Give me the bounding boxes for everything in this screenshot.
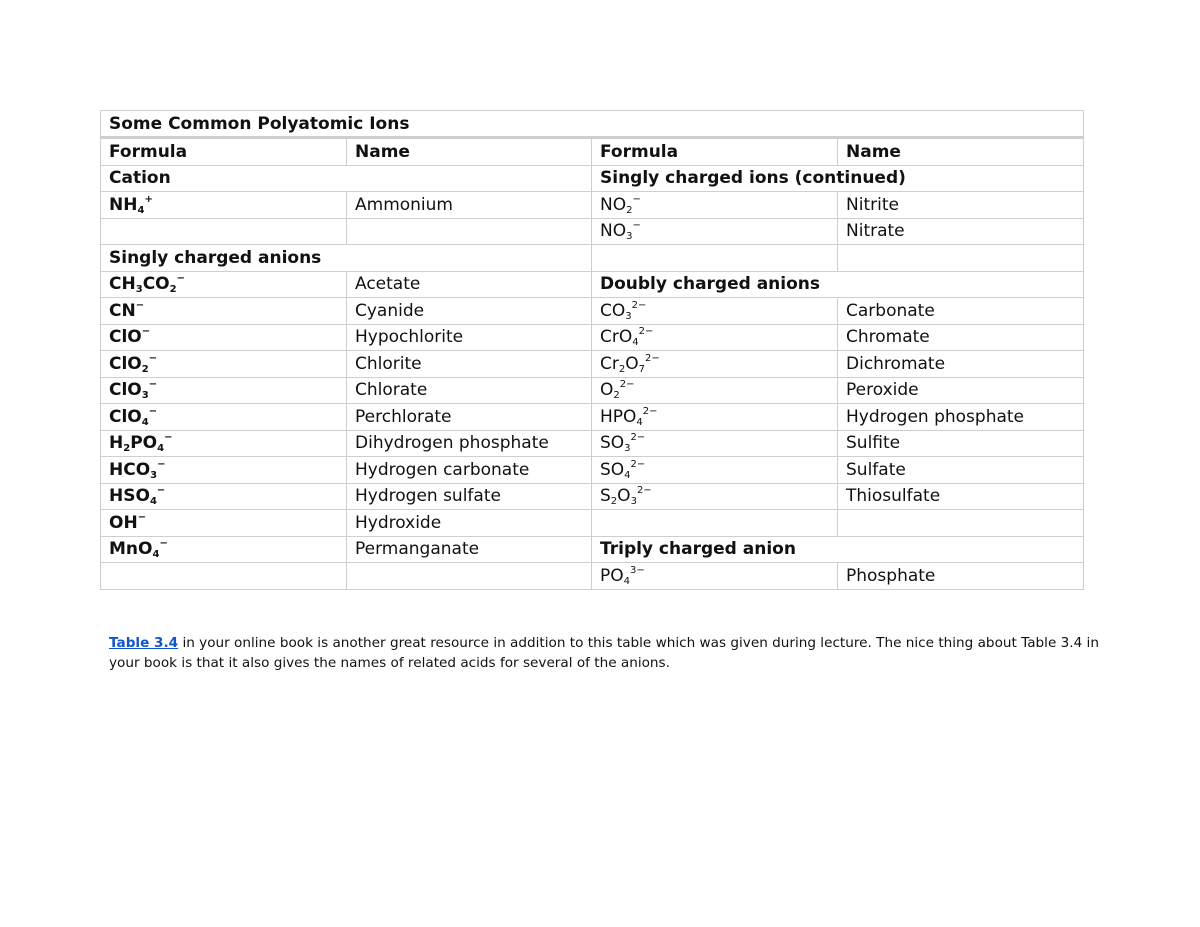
formula-cell	[592, 457, 838, 484]
table-row	[101, 298, 1084, 325]
formula-subscript: 2	[618, 363, 626, 375]
ion-name-cell: Chlorite	[347, 351, 592, 378]
formula-charge: 2−	[630, 458, 646, 470]
table-row	[101, 377, 1084, 404]
formula-subscript: 2	[626, 204, 633, 216]
formula-subscript: 4	[636, 416, 643, 428]
formula-subscript: 4	[624, 469, 631, 481]
formula-cell	[592, 218, 838, 245]
formula-symbol: ClO	[109, 406, 142, 427]
formula-subscript: 3	[135, 284, 143, 296]
column-header-formula: Formula	[101, 138, 347, 166]
formula-subscript: 7	[638, 363, 645, 375]
formula-charge: 3−	[630, 564, 645, 576]
formula-charge: −	[148, 405, 158, 417]
formula-symbol: MnO	[109, 539, 153, 560]
formula-cell	[592, 377, 838, 404]
polyatomic-ions-table	[100, 110, 1084, 590]
ion-name-cell: Ammonium	[347, 192, 592, 219]
formula-cell	[592, 510, 838, 537]
formula-charge: −	[137, 511, 147, 523]
formula-charge: −	[148, 379, 158, 391]
formula-charge: −	[157, 458, 166, 470]
ion-name-cell: Hydrogen sulfate	[347, 483, 592, 510]
formula-charge: −	[148, 352, 158, 364]
formula-symbol: HCO	[109, 459, 151, 480]
formula-cell	[592, 483, 838, 510]
formula-symbol: O	[617, 486, 631, 507]
ion-formula	[600, 327, 653, 347]
formula-charge: −	[135, 299, 145, 311]
formula-cell	[592, 192, 838, 219]
ion-name-cell: Nitrite	[838, 192, 1084, 219]
formula-subscript: 2	[613, 390, 620, 402]
formula-charge: −	[164, 432, 173, 444]
formula-subscript: 4	[149, 496, 157, 508]
formula-cell	[592, 563, 838, 590]
formula-symbol: OH	[109, 512, 138, 533]
formula-symbol: HSO	[109, 486, 150, 507]
table-row	[101, 510, 1084, 537]
formula-cell	[101, 536, 347, 563]
ion-name-cell: Hydrogen carbonate	[347, 457, 592, 484]
section-heading: Cation	[101, 165, 592, 192]
formula-charge: 2−	[642, 405, 658, 417]
formula-symbol: CH	[109, 274, 136, 295]
formula-cell	[101, 218, 347, 245]
table-row	[101, 165, 1084, 192]
ion-formula	[109, 354, 157, 374]
formula-symbol: CO	[600, 300, 626, 321]
ion-formula	[109, 513, 146, 533]
table-row	[101, 457, 1084, 484]
table-body	[101, 111, 1084, 590]
formula-symbol: PO	[600, 565, 624, 586]
formula-subscript: 2	[123, 443, 131, 455]
footnote-paragraph	[109, 633, 1099, 673]
formula-cell	[101, 377, 347, 404]
ion-formula	[109, 301, 144, 321]
formula-cell	[592, 245, 838, 272]
ion-formula	[109, 195, 153, 215]
ion-formula	[109, 460, 166, 480]
table-row	[101, 536, 1084, 563]
table-row	[101, 192, 1084, 219]
formula-symbol: HPO	[600, 406, 637, 427]
formula-charge: −	[632, 193, 641, 205]
formula-subscript: 3	[626, 231, 633, 243]
column-header-name: Name	[347, 138, 592, 166]
ion-formula	[600, 433, 645, 453]
ion-name-cell: Dihydrogen phosphate	[347, 430, 592, 457]
formula-subscript: 3	[150, 469, 158, 481]
formula-symbol: Cr	[600, 353, 619, 374]
formula-symbol: SO	[600, 459, 625, 480]
ion-name-cell: Hydroxide	[347, 510, 592, 537]
ion-formula	[109, 486, 165, 506]
formula-cell	[101, 563, 347, 590]
ion-formula	[109, 274, 185, 294]
ion-name-cell	[347, 218, 592, 245]
formula-symbol: NH	[109, 194, 138, 215]
ion-name-cell: Peroxide	[838, 377, 1084, 404]
formula-symbol: NO	[600, 221, 627, 242]
formula-cell	[101, 351, 347, 378]
footnote-text: in your online book is another great resource in addition to this table which was given during lecture. The nice thing about Table 3.4 in	[178, 635, 1099, 651]
formula-symbol: O	[625, 353, 639, 374]
ion-formula	[109, 327, 150, 347]
ion-formula	[109, 380, 157, 400]
ion-name-cell: Permanganate	[347, 536, 592, 563]
ion-name-cell: Thiosulfate	[838, 483, 1084, 510]
formula-subscript: 4	[152, 549, 160, 561]
table-row	[101, 351, 1084, 378]
ion-formula	[600, 566, 645, 586]
formula-symbol: PO	[130, 433, 158, 454]
table-title-row	[101, 111, 1084, 138]
column-header-formula: Formula	[592, 138, 838, 166]
formula-subscript: 2	[610, 496, 618, 508]
ion-formula	[600, 354, 660, 374]
formula-cell	[101, 483, 347, 510]
formula-subscript: 3	[630, 496, 637, 508]
formula-charge: −	[159, 538, 168, 550]
ion-formula	[600, 486, 652, 506]
formula-subscript: 3	[625, 310, 632, 322]
ion-formula	[600, 407, 658, 427]
ion-formula	[600, 195, 641, 215]
footnote-line	[109, 633, 1099, 653]
table-row	[101, 218, 1084, 245]
formula-symbol: ClO	[109, 327, 142, 348]
formula-cell	[592, 298, 838, 325]
formula-symbol: S	[600, 486, 611, 507]
ion-name-cell: Hypochlorite	[347, 324, 592, 351]
ion-name-cell: Chromate	[838, 324, 1084, 351]
formula-symbol: ClO	[109, 380, 142, 401]
formula-cell	[592, 324, 838, 351]
formula-charge: 2−	[638, 326, 654, 338]
formula-charge: 2−	[636, 485, 652, 497]
formula-cell	[592, 351, 838, 378]
formula-subscript: 3	[624, 443, 631, 455]
table-3-4-link[interactable]: Table 3.4	[109, 635, 179, 651]
ion-name-cell: Chlorate	[347, 377, 592, 404]
formula-charge: −	[156, 485, 166, 497]
ion-name-cell: Dichromate	[838, 351, 1084, 378]
formula-symbol: NO	[600, 194, 627, 215]
formula-cell	[101, 324, 347, 351]
formula-cell	[101, 271, 347, 298]
ion-formula	[600, 460, 645, 480]
ion-name-cell	[838, 245, 1084, 272]
ion-formula	[109, 407, 157, 427]
formula-charge: 2−	[631, 299, 647, 311]
ion-name-cell: Nitrate	[838, 218, 1084, 245]
formula-symbol: O	[600, 380, 614, 401]
ion-name-cell	[838, 510, 1084, 537]
ion-name-cell: Carbonate	[838, 298, 1084, 325]
formula-cell	[101, 192, 347, 219]
ion-name-cell	[347, 563, 592, 590]
ion-name-cell: Cyanide	[347, 298, 592, 325]
formula-cell	[101, 510, 347, 537]
section-heading: Doubly charged anions	[592, 271, 1084, 298]
formula-subscript: 2	[141, 363, 149, 375]
ion-formula	[109, 539, 168, 559]
ion-name-cell: Sulfite	[838, 430, 1084, 457]
ion-formula	[600, 221, 641, 241]
ion-name-cell: Sulfate	[838, 457, 1084, 484]
formula-subscript: 4	[141, 416, 149, 428]
formula-symbol: ClO	[109, 353, 142, 374]
ion-name-cell: Phosphate	[838, 563, 1084, 590]
footnote-line: your book is that it also gives the names of related acids for several of the anions.	[109, 655, 670, 671]
formula-symbol: SO	[600, 433, 625, 454]
formula-subscript: 2	[169, 284, 177, 296]
column-header-name: Name	[838, 138, 1084, 166]
formula-cell	[592, 430, 838, 457]
table-row	[101, 483, 1084, 510]
ion-formula	[600, 380, 635, 400]
table-header-row	[101, 138, 1084, 166]
formula-charge: 2−	[645, 352, 660, 364]
formula-charge: −	[632, 220, 641, 232]
ion-name-cell: Perchlorate	[347, 404, 592, 431]
formula-symbol: CrO	[600, 327, 633, 348]
formula-cell	[592, 404, 838, 431]
ion-name-cell: Hydrogen phosphate	[838, 404, 1084, 431]
table-row	[101, 430, 1084, 457]
formula-subscript: 4	[157, 443, 165, 455]
table-row	[101, 563, 1084, 590]
table-row	[101, 271, 1084, 298]
formula-cell	[101, 298, 347, 325]
formula-charge: 2−	[630, 432, 646, 444]
formula-charge: +	[144, 193, 153, 205]
formula-subscript: 4	[632, 337, 639, 349]
formula-symbol: CO	[142, 274, 170, 295]
table-title: Some Common Polyatomic Ions	[101, 111, 1084, 138]
formula-subscript: 4	[623, 575, 631, 587]
formula-charge: 2−	[619, 379, 635, 391]
ion-name-cell: Acetate	[347, 271, 592, 298]
table-row	[101, 404, 1084, 431]
table-row	[101, 324, 1084, 351]
formula-subscript: 4	[137, 204, 145, 216]
formula-cell	[101, 430, 347, 457]
section-heading: Singly charged anions	[101, 245, 592, 272]
formula-charge: −	[141, 326, 151, 338]
ion-formula	[109, 433, 172, 453]
formula-charge: −	[176, 273, 185, 285]
formula-symbol: H	[109, 433, 124, 454]
section-heading: Triply charged anion	[592, 536, 1084, 563]
section-heading: Singly charged ions (continued)	[592, 165, 1084, 192]
formula-cell	[101, 457, 347, 484]
formula-cell	[101, 404, 347, 431]
formula-symbol: CN	[109, 300, 136, 321]
table-row	[101, 245, 1084, 272]
formula-subscript: 3	[141, 390, 149, 402]
ion-formula	[600, 301, 646, 321]
